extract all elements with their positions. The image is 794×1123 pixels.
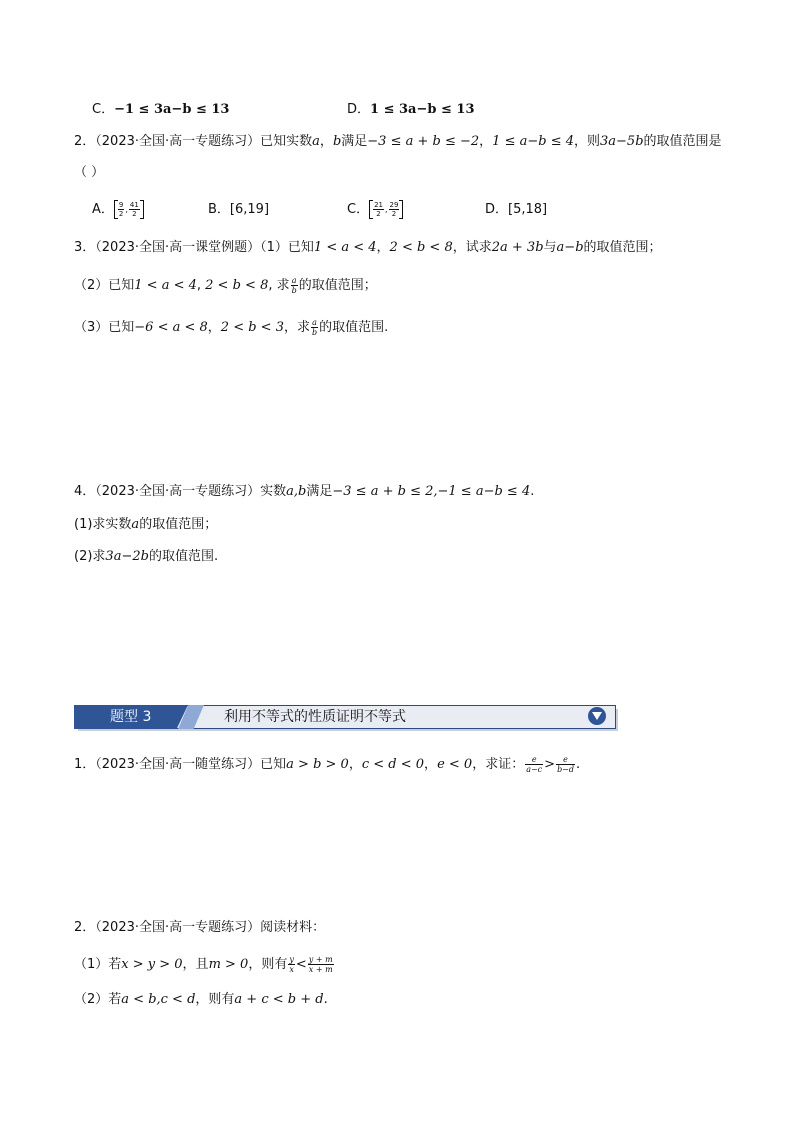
denominator: b <box>291 286 297 295</box>
numerator: y + m <box>308 955 333 964</box>
q-number: 2． <box>74 134 96 149</box>
math-expr: a,b <box>286 484 307 499</box>
option-label: B． <box>208 202 230 217</box>
q-source: （2023·全国·高一专题练习） <box>95 920 261 935</box>
s3-q2-part1 <box>74 955 335 975</box>
math-expr: 2 < b < 8 <box>205 278 269 293</box>
fraction <box>389 201 400 218</box>
q-text: （1）已知 <box>260 240 314 255</box>
option-label: C． <box>92 102 115 117</box>
q-text: （3）已知 <box>74 320 135 335</box>
math-expr: x > y > 0 <box>121 957 183 972</box>
q-text: . <box>576 757 581 772</box>
q-text: 满足 <box>341 134 368 149</box>
q-text: 的取值范围； <box>583 240 662 255</box>
s3-q1-stem <box>74 755 580 775</box>
q-text: ，则有 <box>248 957 288 972</box>
fraction <box>311 318 318 337</box>
numerator: 21 <box>374 201 383 209</box>
interval-bracket: $\frac{9}{2}$ , $\frac{41}{2}$ <box>114 200 144 219</box>
math-expr: 2 < b < 3 <box>220 320 284 335</box>
math-expr: a−b <box>556 240 584 255</box>
math-expr: c < d < 0 <box>361 757 425 772</box>
math-expr: 1 < a < 4 <box>134 278 197 293</box>
math-expr: e < 0 <box>437 757 473 772</box>
math-expr: −3 ≤ a + b ≤ 2,−1 ≤ a−b ≤ 4 <box>332 484 531 499</box>
q3-part3 <box>74 318 388 338</box>
math-expr: 2 < b < 8 <box>389 240 453 255</box>
q-text: 的取值范围； <box>139 517 218 532</box>
math-expr: 1 < a < 4 <box>313 240 377 255</box>
denominator: b−d <box>557 765 575 774</box>
s3-q2-part2 <box>74 990 328 1010</box>
option-label: D． <box>485 202 509 217</box>
denominator: 2 <box>132 210 137 218</box>
q-text: ， <box>479 134 493 149</box>
math-expr: −6 < a < 8 <box>134 320 208 335</box>
fraction <box>525 755 543 774</box>
q-text: 的取值范围是 <box>643 134 722 149</box>
math-expr: a < b,c < d <box>121 992 196 1007</box>
q-text: ， <box>348 757 362 772</box>
denominator: b <box>312 328 318 337</box>
denominator: a−c <box>526 765 543 774</box>
math-expr: 3a−2b <box>105 549 149 564</box>
q2-paren: （ ） <box>74 165 105 180</box>
math-expr: −3 ≤ a + b ≤ −2 <box>367 134 480 149</box>
q-text: . <box>323 992 328 1007</box>
option-expr: 1 ≤ 3a−b ≤ 13 <box>370 102 475 117</box>
math-var: b <box>332 134 342 149</box>
q-text: ，求 <box>283 320 310 335</box>
q-text: ，则有 <box>195 992 235 1007</box>
q-text: ，求证： <box>472 757 525 772</box>
option-value: [5,18] <box>508 202 548 217</box>
denominator: x + m <box>308 965 333 974</box>
q-source: （2023·全国·高一课堂例题） <box>95 240 261 255</box>
fraction <box>291 276 298 295</box>
q3-part2 <box>74 276 377 296</box>
q2-option-c <box>347 200 403 220</box>
q-text: (1)求实数 <box>74 517 132 532</box>
q-number: 3． <box>74 240 96 255</box>
fraction <box>556 755 575 774</box>
q-text: ，则 <box>574 134 601 149</box>
q1-option-c <box>92 100 229 120</box>
q-text: （1）若 <box>74 957 122 972</box>
q-text: , <box>196 278 206 293</box>
q1-option-d <box>347 100 475 120</box>
numerator: a <box>291 276 297 285</box>
q-text: 与 <box>543 240 557 255</box>
math-var: a <box>131 517 140 532</box>
q-text: ，试求 <box>452 240 492 255</box>
fraction <box>129 201 140 218</box>
math-operator: < <box>295 957 307 972</box>
denominator: x <box>289 965 294 974</box>
numerator: a <box>312 318 317 327</box>
s3-q2-stem <box>74 918 325 938</box>
q-text: （2）若 <box>74 992 122 1007</box>
q-text: ， <box>376 240 390 255</box>
chevron-down-icon[interactable] <box>588 707 606 725</box>
numerator: 9 <box>118 201 124 209</box>
fraction <box>373 201 384 218</box>
math-var: a <box>312 134 320 149</box>
q-text: (2)求 <box>74 549 106 564</box>
section-banner <box>74 705 616 731</box>
q-text: 阅读材料： <box>260 920 326 935</box>
numerator: y <box>289 955 294 964</box>
option-label: A． <box>92 202 114 217</box>
q2-option-b <box>208 200 269 220</box>
q-text: ， <box>207 320 221 335</box>
q-text: , 求 <box>268 278 290 293</box>
fraction <box>288 955 295 974</box>
math-expr: m > 0 <box>208 957 249 972</box>
q-number: 2． <box>74 920 96 935</box>
q-source: （2023·全国·高一专题练习） <box>95 134 261 149</box>
numerator: e <box>525 755 543 765</box>
q2-stem <box>74 132 722 152</box>
math-expr: 3a−5b <box>600 134 644 149</box>
math-operator: > <box>544 757 556 772</box>
q-text: ， <box>319 134 333 149</box>
option-expr: −1 ≤ 3a−b ≤ 13 <box>114 102 230 117</box>
option-label: D． <box>347 102 371 117</box>
math-expr: 1 ≤ a−b ≤ 4 <box>492 134 574 149</box>
option-label: C． <box>347 202 370 217</box>
q-text: ， <box>424 757 438 772</box>
denominator: 2 <box>376 210 381 218</box>
q2-option-d <box>485 200 547 220</box>
numerator: 41 <box>129 201 139 209</box>
q-text: 满足 <box>306 484 333 499</box>
denominator: 2 <box>391 210 397 218</box>
q4-stem <box>74 482 534 502</box>
math-expr: 2a + 3b <box>491 240 544 255</box>
fraction <box>308 955 334 974</box>
q-text: 的取值范围. <box>148 549 219 564</box>
q-source: （2023·全国·高一随堂练习） <box>95 757 261 772</box>
q3-part1 <box>74 238 662 258</box>
q-number: 1． <box>74 757 96 772</box>
q-text: 的取值范围； <box>298 278 377 293</box>
q-text: ，且 <box>182 957 209 972</box>
denominator: 2 <box>118 210 124 218</box>
q-text: 实数 <box>260 484 287 499</box>
section-tag: 题型 3 <box>110 709 152 725</box>
q-text: 已知 <box>260 757 287 772</box>
q-text: 的取值范围. <box>319 320 389 335</box>
section-title: 利用不等式的性质证明不等式 <box>224 709 406 725</box>
q-text: （2）已知 <box>74 278 135 293</box>
q4-part2 <box>74 547 218 567</box>
math-expr: a + c < b + d <box>234 992 324 1007</box>
q-source: （2023·全国·高一专题练习） <box>95 484 261 499</box>
q-number: 4． <box>74 484 96 499</box>
interval-bracket: $\frac{21}{2}$ , $\frac{29}{2}$ <box>369 200 403 219</box>
numerator: e <box>556 755 575 765</box>
numerator: 29 <box>389 201 399 209</box>
option-value: [6,19] <box>229 202 270 217</box>
q4-part1 <box>74 515 217 535</box>
q-text: 已知实数 <box>260 134 313 149</box>
fraction <box>118 201 124 218</box>
q2-option-a <box>92 200 144 220</box>
math-expr: a > b > 0 <box>286 757 349 772</box>
q-text: . <box>530 484 535 499</box>
